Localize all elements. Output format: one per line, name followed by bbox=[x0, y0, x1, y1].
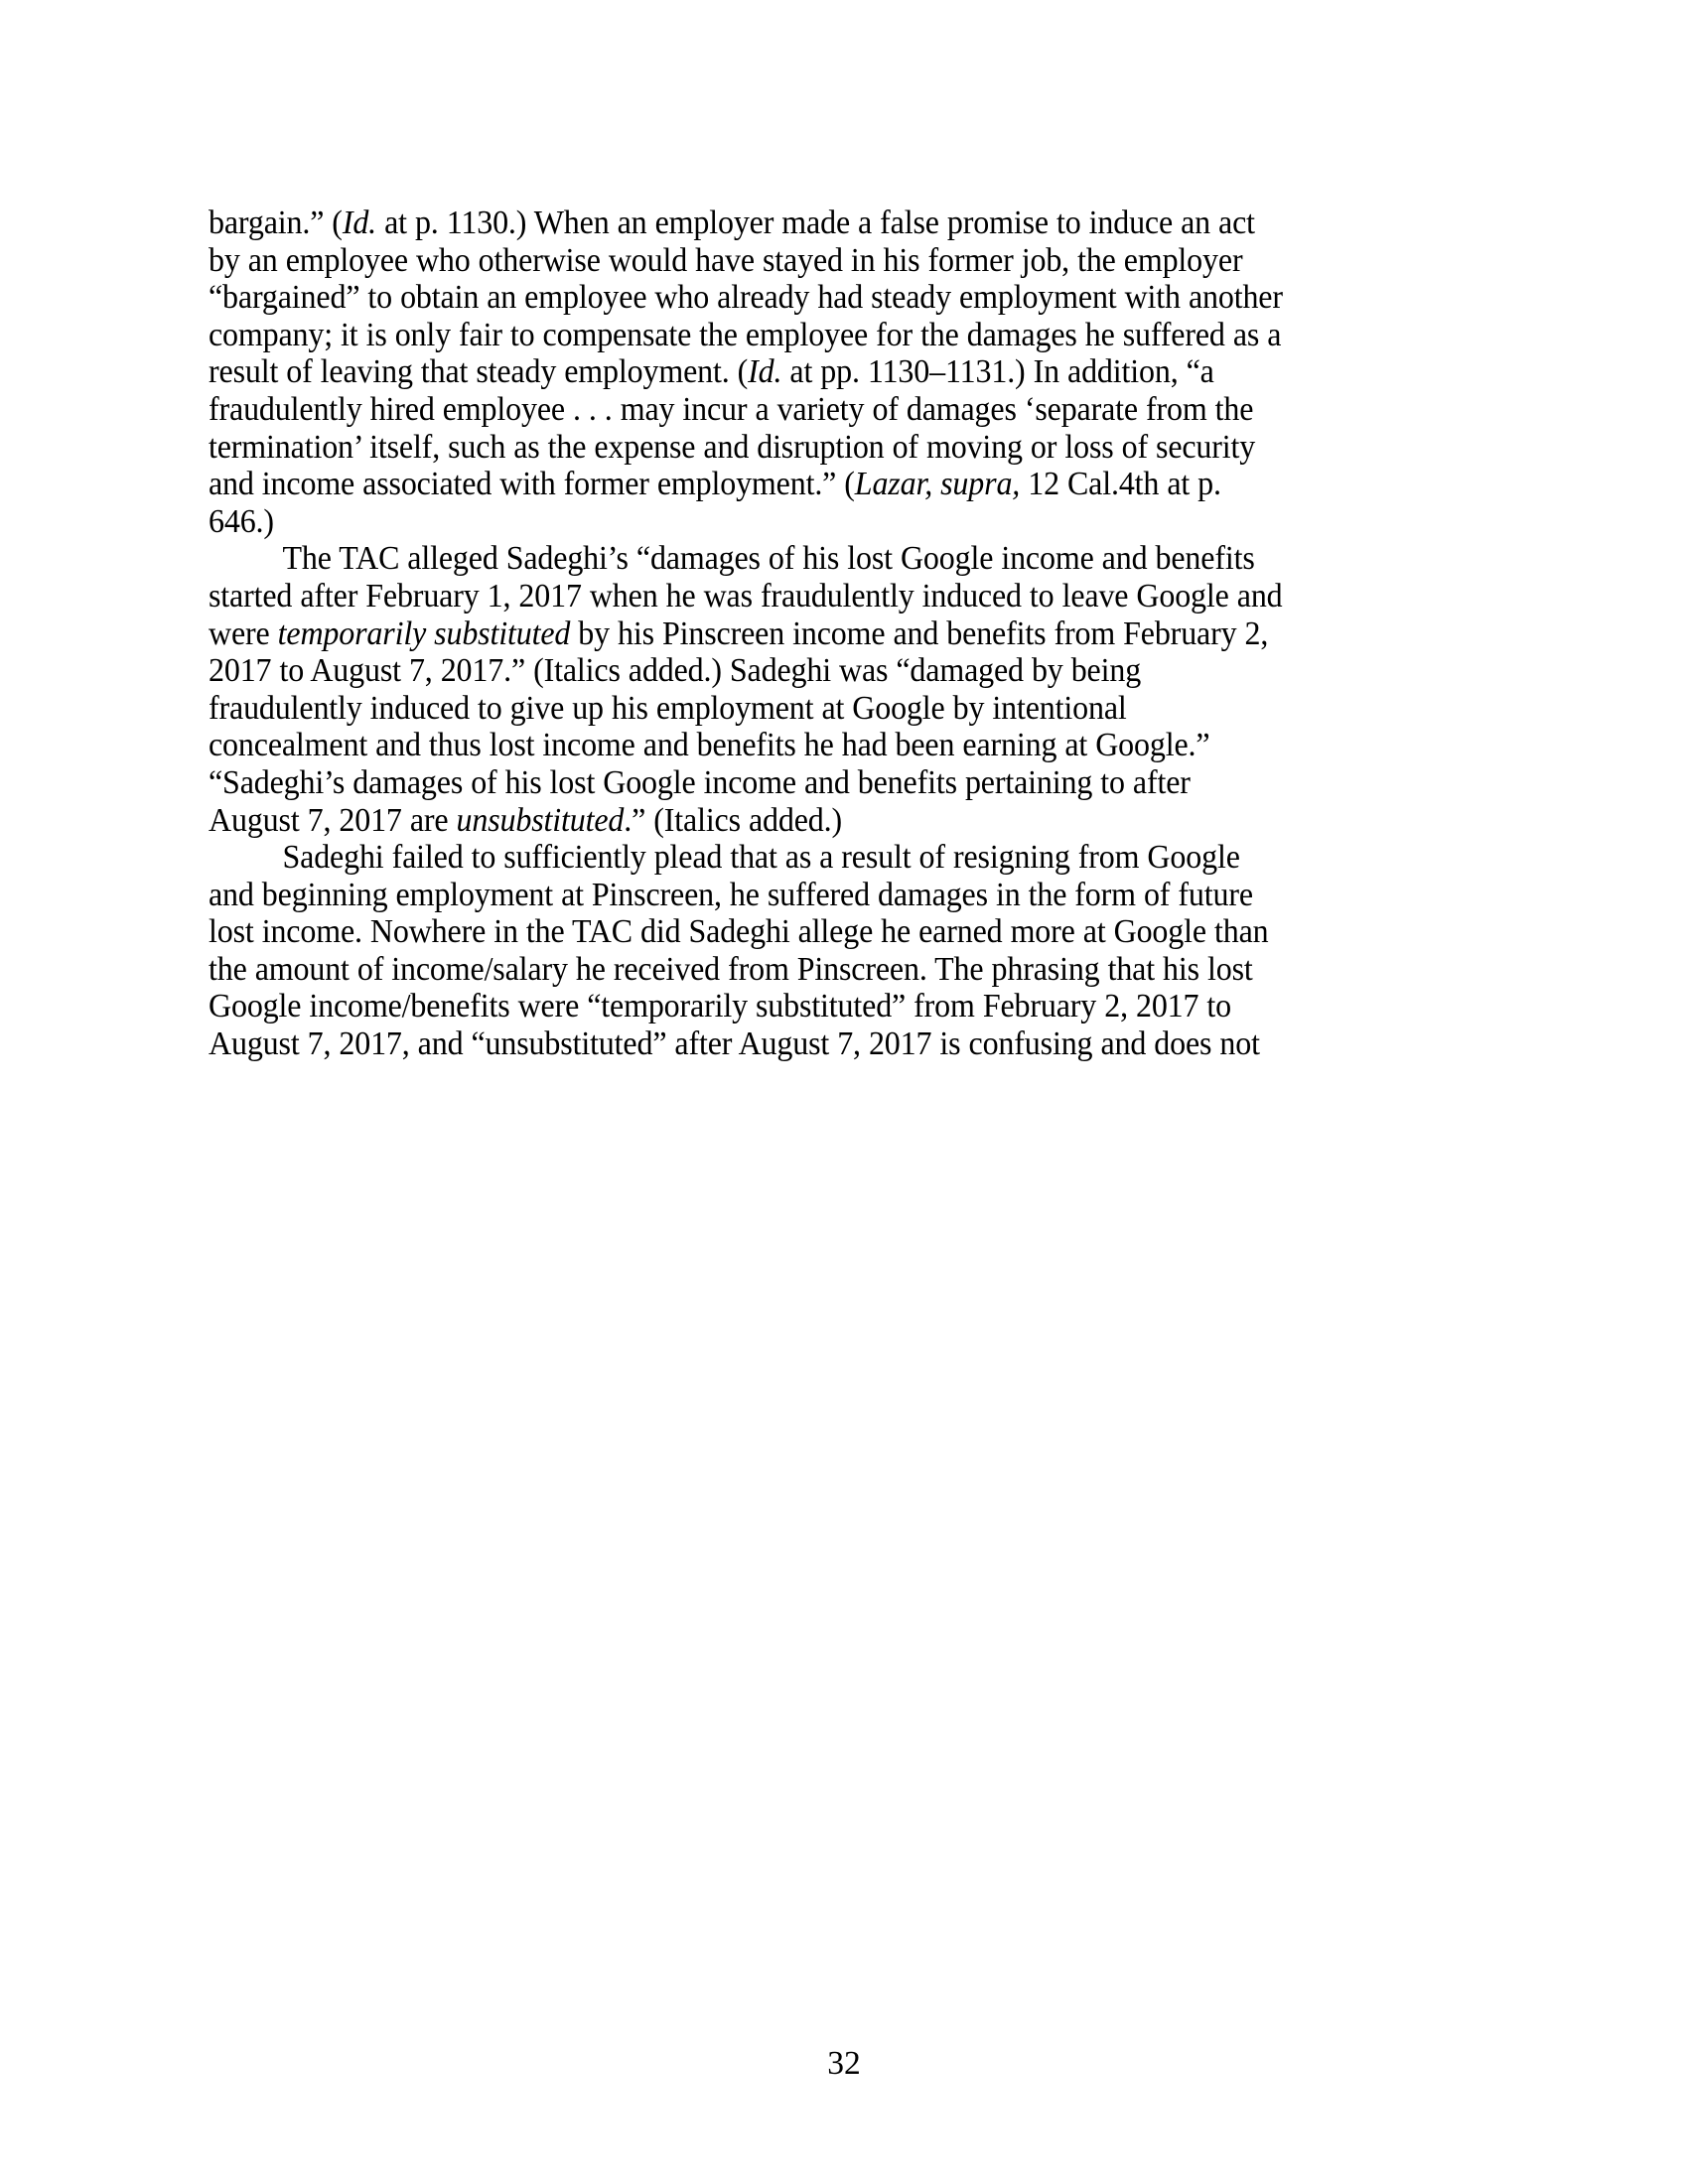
paragraph-sadeghi-failed bbox=[209, 839, 1286, 1063]
text-run: The TAC alleged Sadeghi’s “damages of his lost Google income and benefits started after February 1, 2017 when he was fraudulently induced to leave Google and were bbox=[209, 540, 1283, 652]
text-run: by his Pinscreen income and benefits from February 2, 2017 to August 7, 2017.” (Italics added.) Sadeghi was “damaged by being fraudulently induced to give up his employment at Google by intentional concealment and thus lost income and benefits he had been earning at Google.” “Sadeghi’s damages of his lost Google income and benefits pertaining to after August 7, 2017 are bbox=[209, 614, 1269, 839]
italic-citation-lazar-supra: Lazar, supra, bbox=[854, 466, 1021, 503]
text-run: .” (Italics added.) bbox=[624, 801, 843, 839]
text-run: at p. 1130.) When an employer made a false promise to induce an act by an employee who otherwise would have stayed in his former job, the employer “bargained” to obtain an employee who already had steady employment with another company; it is only fair to compensate the employee for the damages he suffered as a result of leaving that steady employment. ( bbox=[209, 205, 1283, 391]
paragraph-tac-alleged bbox=[209, 540, 1286, 839]
body-text-block bbox=[209, 205, 1286, 1063]
text-run: bargain.” ( bbox=[209, 205, 343, 241]
page-number-footer bbox=[0, 2045, 1688, 2083]
italic-citation-id: Id. bbox=[748, 353, 782, 391]
italic-temporarily-substituted: temporarily substituted bbox=[277, 614, 571, 652]
text-run: 12 Cal.4th at p. 646.) bbox=[209, 466, 1221, 540]
italic-unsubstituted: unsubstituted bbox=[456, 801, 625, 839]
text-run: Sadeghi failed to sufficiently plead that as a result of resigning from Google and beginning employment at Pinscreen, he suffered damages in the form of future lost income. Nowhere in the TAC did Sadeghi allege he earned more at Google than the amount of income/salary he received from Pinscreen. The phrasing that his lost Google income/benefits were “temporarily substituted” from February 2, 2017 to August 7, 2017, and “unsubstituted” after August 7, 2017 is confusing and does not bbox=[209, 839, 1269, 1063]
paragraph-continued-bargain bbox=[209, 205, 1286, 540]
text-run: at pp. 1130–1131.) In addition, “a fraudulently hired employee . . . may incur a variety of damages ‘separate from the termination’ itself, such as the expense and disruption of moving or loss of security and income associated with former employment.” ( bbox=[209, 353, 1256, 503]
italic-citation-id: Id. bbox=[342, 205, 377, 241]
page-number-value: 32 bbox=[827, 2045, 861, 2082]
